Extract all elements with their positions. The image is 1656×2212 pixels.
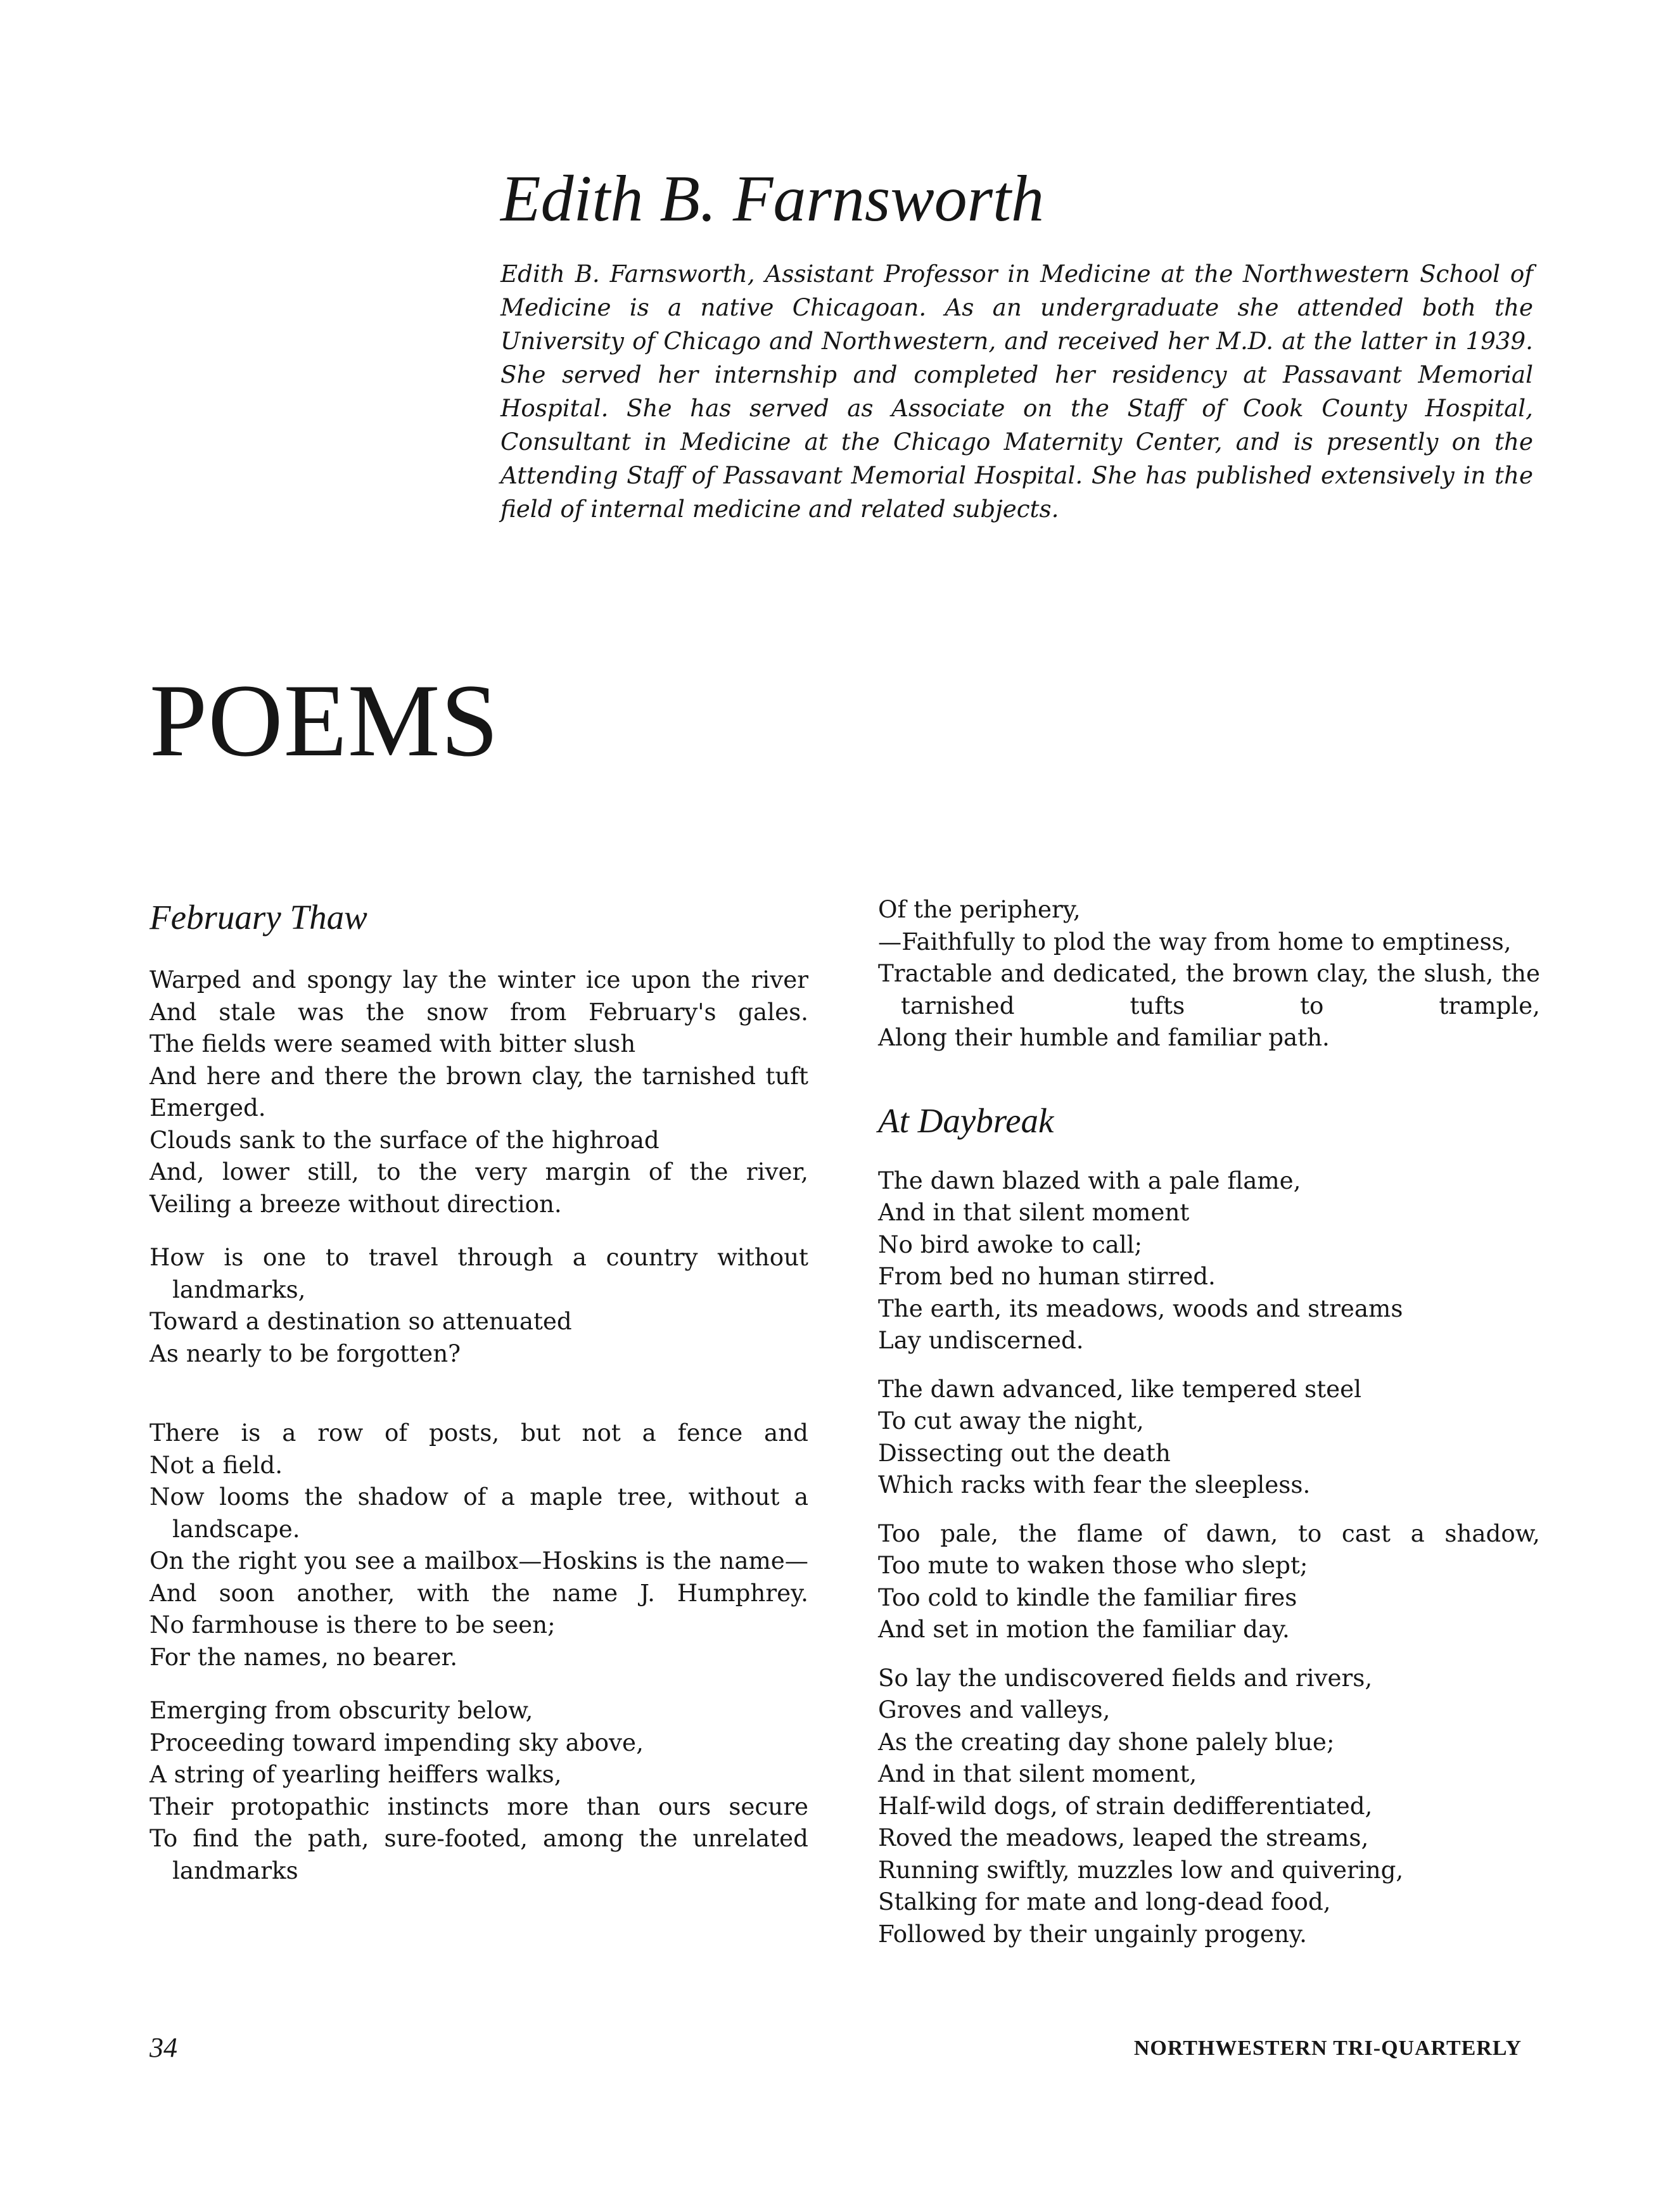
poem-line: Too mute to waken those who slept; xyxy=(878,1551,1308,1579)
poem-line: Too cold to kindle the familiar fires xyxy=(878,1583,1297,1611)
poem-line: The dawn blazed with a pale flame, xyxy=(878,1166,1301,1194)
stanza xyxy=(878,893,1540,1054)
left-column xyxy=(150,900,808,1886)
poem-line: Half-wild dogs, of strain dedifferentiated, xyxy=(878,1791,1373,1820)
poem-title: February Thaw xyxy=(150,898,367,937)
stanza xyxy=(150,1241,808,1369)
poem-line: Their protopathic instincts more than ours secure xyxy=(150,1792,808,1820)
poem-line: And in that silent moment, xyxy=(878,1760,1197,1787)
poem-line: How is one to travel through a country without landmarks, xyxy=(150,1243,808,1303)
poem-line: The earth, its meadows, woods and streams xyxy=(878,1294,1403,1322)
poem-line: Stalking for mate and long-dead food, xyxy=(878,1888,1331,1915)
poem-line: Along their humble and familiar path. xyxy=(878,1023,1330,1051)
poem-line: Emerging from obscurity below, xyxy=(150,1696,533,1724)
poem-line: And set in motion the familiar day. xyxy=(878,1615,1290,1643)
poem-line: Lay undiscerned. xyxy=(878,1326,1084,1354)
poem-line: As nearly to be forgotten? xyxy=(150,1339,461,1367)
poem-line: Not a field. xyxy=(150,1450,283,1479)
poem-line: From bed no human stirred. xyxy=(878,1262,1216,1290)
poem-line: And soon another, with the name J. Humphrey. xyxy=(150,1578,808,1607)
poem-line: Too pale, the flame of dawn, to cast a shadow, xyxy=(878,1519,1540,1547)
poem-line: Followed by their ungainly progeny. xyxy=(878,1919,1307,1948)
right-column xyxy=(878,893,1540,1950)
poem-title: At Daybreak xyxy=(878,1101,1054,1140)
poem-line: Groves and valleys, xyxy=(878,1696,1111,1723)
poem-line: To cut away the night, xyxy=(878,1407,1144,1435)
poem-line: The fields were seamed with bitter slush xyxy=(150,1030,636,1058)
stanza xyxy=(150,964,808,1220)
poem-line: There is a row of posts, but not a fence and xyxy=(150,1419,808,1447)
author-bio: Edith B. Farnsworth, Assistant Professor in Medicine at the Northwestern School of Medicine is a native Chicagoan. As an undergraduate she attended both the University of Chicago and Northwestern, and received her M.D. at the latter in 1939. She served her internship and completed her residency at Passavant Memorial Hospital. She has served as Associate on the Staff of Cook County Hospital, Consultant in Medicine at the Chicago Maternity Center, and is presently on the Attending Staff of Passavant Memorial Hospital. She has published extensively in the field of internal medicine and related subjects. xyxy=(500,260,1533,523)
poem-line: As the creating day shone palely blue; xyxy=(878,1727,1335,1756)
poem-line: No bird awoke to call; xyxy=(878,1230,1143,1258)
stanza xyxy=(878,1662,1540,1950)
stanza xyxy=(150,1694,808,1886)
poem-line: Veiling a breeze without direction. xyxy=(150,1189,562,1218)
poem-line: Proceeding toward impending sky above, xyxy=(150,1728,644,1756)
poem-line: And here and there the brown clay, the tarnished tuft xyxy=(150,1061,808,1090)
poem-line: On the right you see a mailbox—Hoskins is the name— xyxy=(150,1547,808,1575)
poem-line: And in that silent moment xyxy=(878,1198,1190,1226)
poem-line: So lay the undiscovered fields and rivers, xyxy=(878,1663,1373,1692)
poem-line: Now looms the shadow of a maple tree, without a landscape. xyxy=(150,1483,808,1543)
poem-line: Roved the meadows, leaped the streams, xyxy=(878,1824,1369,1851)
poem-line: —Faithfully to plod the way from home to emptiness, xyxy=(878,927,1512,956)
stanza xyxy=(878,1165,1540,1357)
poem-line: To find the path, sure-footed, among the unrelated landmarks xyxy=(150,1824,808,1884)
poem-line: The dawn advanced, like tempered steel xyxy=(878,1374,1362,1403)
stanza xyxy=(150,1417,808,1673)
poem-line: Emerged. xyxy=(150,1094,266,1122)
poem-line: And stale was the snow from February's gales. xyxy=(150,997,808,1026)
section-title: POEMS xyxy=(150,663,499,778)
author-name: Edith B. Farnsworth xyxy=(500,162,1045,235)
poem-line: Toward a destination so attenuated xyxy=(150,1307,572,1335)
poem-line: Warped and spongy lay the winter ice upon the river xyxy=(150,966,808,994)
poem-line: No farmhouse is there to be seen; xyxy=(150,1611,556,1639)
stanza xyxy=(878,1518,1540,1646)
stanza xyxy=(878,1373,1540,1501)
poem-line: Of the periphery, xyxy=(878,895,1081,923)
poem-line: Dissecting out the death xyxy=(878,1438,1171,1467)
poem-line: And, lower still, to the very margin of the river, xyxy=(150,1158,808,1186)
journal-name: NORTHWESTERN TRI-QUARTERLY xyxy=(1133,2036,1522,2060)
page-number: 34 xyxy=(150,2032,177,2063)
poem-line: A string of yearling heiffers walks, xyxy=(150,1760,562,1788)
poem-line: Clouds sank to the surface of the highroad xyxy=(150,1125,659,1154)
poem-line: Tractable and dedicated, the brown clay, the slush, the tarnished tufts to trample, xyxy=(878,959,1540,1020)
poem-line: Running swiftly, muzzles low and quivering, xyxy=(878,1855,1404,1884)
poem-line: Which racks with fear the sleepless. xyxy=(878,1471,1311,1499)
poem-line: For the names, no bearer. xyxy=(150,1642,458,1671)
